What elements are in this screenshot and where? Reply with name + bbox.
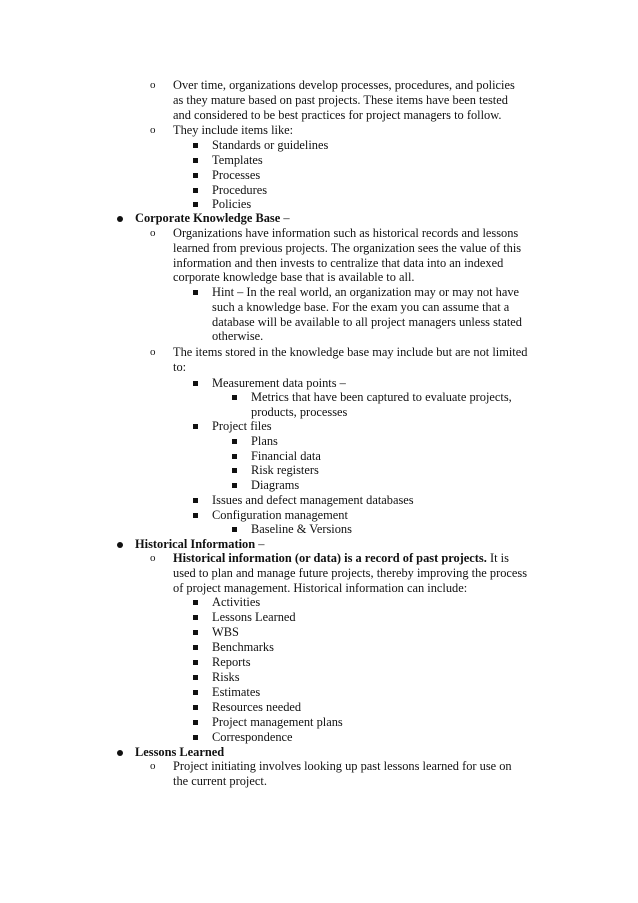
list-item-text: as they mature based on past projects. These items have been tested	[173, 92, 508, 107]
list-item-text: to:	[173, 359, 187, 374]
list-item-text: Correspondence	[212, 730, 293, 744]
list-item-text: Metrics that have been captured to evaluate projects,	[251, 390, 512, 404]
list-item-text: database will be available to all project managers unless stated	[212, 314, 522, 329]
list-item-text: otherwise.	[212, 329, 264, 344]
sub-bullet-icon: o	[150, 552, 156, 564]
list-item-text: Over time, organizations develop processes, procedures, and policies	[173, 78, 515, 92]
square-bullet-icon	[232, 527, 237, 532]
list-item-text: Hint – In the real world, an organization may or may not have	[212, 285, 520, 299]
heading-suffix: –	[255, 537, 265, 551]
square-bullet-icon	[193, 645, 198, 650]
list-item-text: Lessons Learned	[212, 610, 296, 624]
list-item-text: Reports	[212, 655, 251, 669]
square-bullet-icon	[232, 395, 237, 400]
heading-suffix: –	[280, 211, 290, 225]
list-item-text: Resources needed	[212, 700, 302, 714]
bold-term: Lessons Learned	[135, 745, 225, 759]
square-bullet-icon	[193, 143, 198, 148]
sub-bullet-icon: o	[150, 124, 156, 136]
list-item-text: Issues and defect management databases	[212, 493, 414, 507]
list-item-text: Procedures	[212, 183, 268, 197]
list-item-text: Standards or guidelines	[212, 138, 329, 152]
square-bullet-icon	[193, 675, 198, 680]
square-bullet-icon	[193, 173, 198, 178]
list-item-text: Baseline & Versions	[251, 522, 352, 536]
sub-bullet-icon: o	[150, 79, 156, 91]
list-item-text: of project management. Historical information can include:	[173, 580, 468, 595]
square-bullet-icon	[193, 600, 198, 605]
list-item-text: and considered to be best practices for project managers to follow.	[173, 107, 502, 122]
list-item-text: Templates	[212, 153, 263, 167]
list-item-text: used to plan and manage future projects, thereby improving the process	[173, 565, 528, 580]
bold-term: Historical Information	[135, 537, 256, 551]
list-item-heading	[135, 537, 264, 552]
list-item-text: The items stored in the knowledge base may include but are not limited	[173, 345, 528, 359]
list-item-text: learned from previous projects. The organization sees the value of this	[173, 240, 522, 255]
list-item-text: Financial data	[251, 449, 321, 463]
square-bullet-icon	[193, 290, 198, 295]
sub-bullet-icon: o	[150, 760, 156, 772]
list-item-text: Project management plans	[212, 715, 343, 729]
list-item-heading	[135, 745, 224, 760]
list-item-text: Configuration management	[212, 508, 348, 522]
list-item-text: Measurement data points –	[212, 376, 346, 390]
square-bullet-icon	[193, 424, 198, 429]
list-item-text: corporate knowledge base that is available to all.	[173, 270, 415, 285]
list-item-text: They include items like:	[173, 123, 294, 137]
round-bullet-icon	[117, 750, 123, 756]
bold-term: Historical information (or data) is a record of past projects.	[173, 551, 487, 565]
list-item-text: the current project.	[173, 773, 267, 788]
heading-suffix: It is	[486, 551, 509, 565]
square-bullet-icon	[193, 690, 198, 695]
sub-bullet-icon: o	[150, 346, 156, 358]
square-bullet-icon	[193, 705, 198, 710]
square-bullet-icon	[193, 381, 198, 386]
list-item-text: Plans	[251, 434, 278, 448]
square-bullet-icon	[232, 439, 237, 444]
square-bullet-icon	[193, 660, 198, 665]
round-bullet-icon	[117, 216, 123, 222]
sub-bullet-icon: o	[150, 227, 156, 239]
list-item-heading	[135, 211, 290, 226]
list-item-text: Risk registers	[251, 463, 319, 477]
square-bullet-icon	[193, 188, 198, 193]
list-item-text: such a knowledge base. For the exam you can assume that a	[212, 299, 510, 314]
list-item-text: Benchmarks	[212, 640, 274, 654]
square-bullet-icon	[193, 630, 198, 635]
square-bullet-icon	[232, 483, 237, 488]
square-bullet-icon	[193, 615, 198, 620]
square-bullet-icon	[232, 468, 237, 473]
round-bullet-icon	[117, 542, 123, 548]
list-item-text: Project files	[212, 419, 272, 433]
list-item-text: Processes	[212, 168, 261, 182]
list-item-text: products, processes	[251, 404, 348, 419]
list-item-text: Diagrams	[251, 478, 300, 492]
list-item-text: Risks	[212, 670, 240, 684]
square-bullet-icon	[193, 158, 198, 163]
list-item-text: information and then invests to centralize that data into an indexed	[173, 255, 504, 270]
list-item-text: Estimates	[212, 685, 261, 699]
bold-term: Corporate Knowledge Base	[135, 211, 281, 225]
list-item-text: Policies	[212, 197, 252, 211]
list-item-text: Organizations have information such as historical records and lessons	[173, 226, 519, 240]
square-bullet-icon	[193, 735, 198, 740]
square-bullet-icon	[193, 720, 198, 725]
square-bullet-icon	[193, 513, 198, 518]
list-item-text: WBS	[212, 625, 239, 639]
list-item-text: Activities	[212, 595, 261, 609]
square-bullet-icon	[232, 454, 237, 459]
list-item-text: Project initiating involves looking up past lessons learned for use on	[173, 759, 512, 773]
square-bullet-icon	[193, 202, 198, 207]
square-bullet-icon	[193, 498, 198, 503]
list-item-heading	[173, 551, 509, 566]
